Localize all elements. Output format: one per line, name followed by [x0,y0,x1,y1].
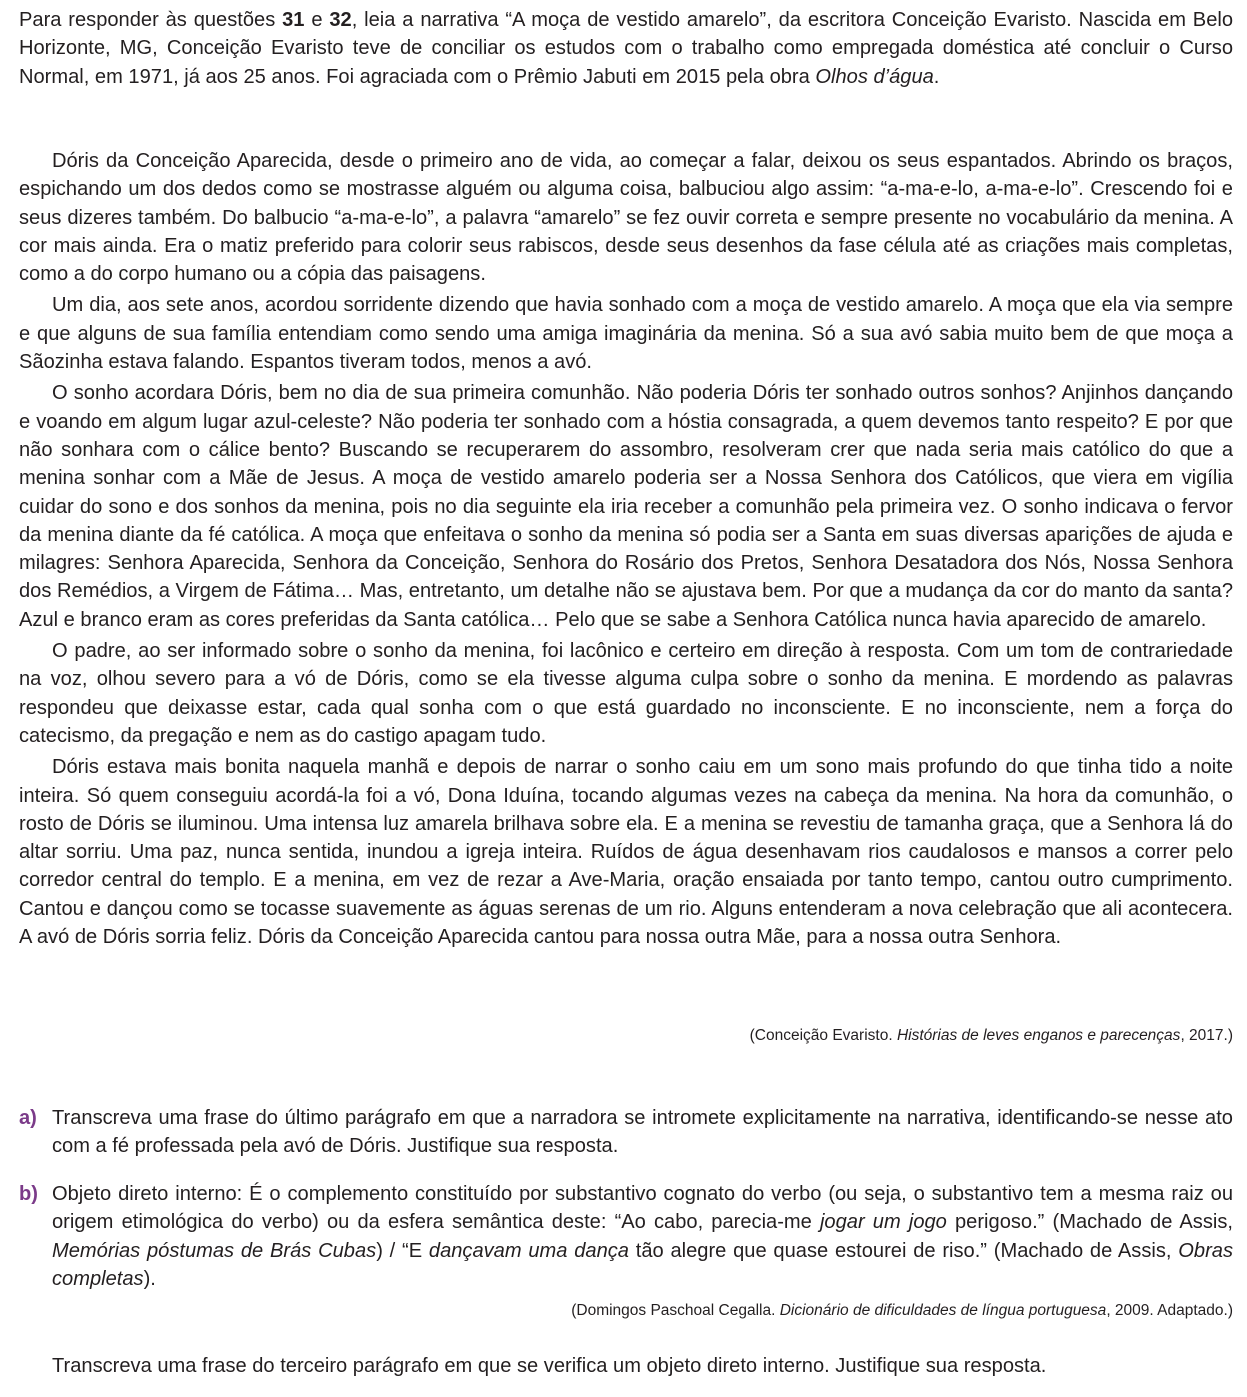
question-b-book-2: Obras completas [52,1239,1233,1290]
intro-body: , leia a narrativa “A moça de vestido amarelo”, da escritora Conceição Evaristo. Nascida em Belo Horizonte, MG, Conceição Evaristo teve de conciliar os estudos com o trabalho como empregada doméstica até concluir o Curso Normal, em 1971, já aos 25 anos. Foi agraciada com o Prêmio Jabuti em 2015 pela obra [19,9,1234,88]
question-b-label: b) [19,1183,38,1205]
question-b-text-2: perigoso.” (Machado de Assis, [946,1211,1233,1234]
definition-source-citation [571,1301,1233,1321]
source-title: Histórias de leves enganos e parecenças [896,1027,1181,1044]
question-b-prompt: Transcreva uma frase do terceiro parágrafo em que se verifica um objeto direto interno. Justifique sua resposta. [52,1355,1047,1377]
narrative-source-citation [750,1026,1233,1046]
narrative-paragraph-4: O padre, ao ser informado sobre o sonho da menina, foi lacônico e certeiro em direção à resposta. Com um tom de contrariedade na voz, olhou severo para a vó de Dóris, como se ela tivesse alguma culpa sobre o sonho da menina. E mordendo as palavras respondeu que deixasse estar, cada qual sonha com o que está guardado no inconsciente. E no inconsciente, nem a força do catecismo, da pregação e nem as do castigo apagam tudo. [19,640,1233,747]
question-b-text-4: tão alegre que quase estourei de riso.” (Machado de Assis, [629,1239,1179,1262]
question-b-example-2: dançavam uma dança [428,1239,629,1262]
intro-mid: e [304,9,330,31]
intro-prefix: Para responder às questões [19,9,283,31]
narrative-paragraph-2: Um dia, aos sete anos, acordou sorridente dizendo que havia sonhado com a moça de vestido amarelo. A moça que ela via sempre e que alguns de sua família entendiam como sendo uma amiga imaginária da menina. Só a sua avó sabia muito bem de que moça a Sãozinha estava falando. Espantos tiveram todos, menos a avó. [19,294,1233,374]
question-a [19,1104,1233,1161]
question-number-31: 31 [282,9,305,31]
source-end: , 2017.) [1180,1027,1233,1044]
question-a-label: a) [19,1107,37,1129]
question-b-text-5: ). [143,1267,156,1290]
intro-end: . [933,65,940,88]
question-b-text [52,1180,1233,1293]
intro-paragraph [19,6,1233,91]
intro-work-title: Olhos d’água [815,65,934,88]
question-b [19,1180,1233,1293]
question-b-text-3: ) / “E [376,1239,429,1262]
narrative-paragraph-3: O sonho acordara Dóris, bem no dia de sua primeira comunhão. Não poderia Dóris ter sonhado outros sonhos? Anjinhos dançando e voando em algum lugar azul-celeste? Não poderia ter sonhado com a hóstia consagrada, a quem devemos tanto respeito? E por que não sonhara com o cálice bento? Buscando se recuperarem do assombro, resolveram crer que nada seria mais católico do que a menina sonhar com a Mãe de Jesus. A moça de vestido amarelo poderia ser a Nossa Senhora dos Católicos, que viera em vigília cuidar do sono e dos sonhos da menina, pois no dia seguinte ela iria receber a comunhão pela primeira vez. O sonho indicava o fervor da menina diante da fé católica. A moça que enfeitava o sonho da menina só podia ser a Santa em suas diversas aparições de ajuda e milagres: Senhora Aparecida, Senhora da Conceição, Senhora do Rosário dos Pretos, Senhora Desatadora dos Nós, Nossa Senhora dos Remédios, a Virgem de Fátima… Mas, entretanto, um detalhe não se ajustava bem. Por que a mudança da cor do manto da santa? Azul e branco eram as cores preferidas da Santa católica… Pelo que se sabe a Senhora Católica nunca havia aparecido de amarelo. [19,382,1233,631]
question-b-example-1: jogar um jogo [819,1211,947,1234]
narrative-text [19,147,1233,954]
source2-author: (Domingos Paschoal Cegalla. [571,1302,780,1319]
question-number-32: 32 [329,9,352,31]
source-author: (Conceição Evaristo. [749,1027,897,1044]
narrative-paragraph-1: Dóris da Conceição Aparecida, desde o primeiro ano de vida, ao começar a falar, deixou os seus espantados. Abrindo os braços, espichando um dos dedos como se mostrasse alguém ou alguma coisa, balbuciou algo assim: “a-ma-e-lo, a-ma-e-lo”. Crescendo foi e seus dizeres também. Do balbucio “a-ma-e-lo”, a palavra “amarelo” se fez ouvir correta e sempre presente no vocabulário da menina. A cor mais ainda. Era o matiz preferido para colorir seus rabiscos, desde seus desenhos da fase célula até as criações mais completas, como a do corpo humano ou a cópia das paisagens. [19,150,1233,286]
narrative-paragraph-5: Dóris estava mais bonita naquela manhã e depois de narrar o sonho caiu em um sono mais profundo do que tinha tido a noite inteira. Só quem conseguiu acordá-la foi a vó, Dona Iduína, tocando algumas vezes na cabeça da menina. Na hora da comunhão, o rosto de Dóris se iluminou. Uma intensa luz amarela brilhava sobre ela. E a menina se revestiu de tamanha graça, que a Senhora lá do altar sorriu. Uma paz, nunca sentida, inundou a igreja inteira. Ruídos de água desenhavam rios caudalosos e mansos a correr pelo corredor central do templo. E a menina, em vez de rezar a Ave-Maria, oração ensaiada por tanto tempo, cantou outro cumprimento. Cantou e dançou como se tocasse suavemente as águas serenas de um rio. Alguns entenderam a nova celebração que ali acontecera. A avó de Dóris sorria feliz. Dóris da Conceição Aparecida cantou para nossa outra Mãe, para a nossa outra Senhora. [19,756,1233,949]
source2-title: Dicionário de dificuldades de língua portuguesa [779,1302,1107,1319]
source2-end: , 2009. Adaptado.) [1106,1302,1233,1319]
question-a-text: Transcreva uma frase do último parágrafo em que a narradora se intromete explicitamente na narrativa, identificando-se nesse ato com a fé professada pela avó de Dóris. Justifique sua resposta. [52,1107,1233,1158]
question-b-book-1: Memórias póstumas de Brás Cubas [52,1239,377,1262]
question-b-text-1: Objeto direto interno: É o complemento constituído por substantivo cognato do verbo (ou seja, o substantivo tem a mesma raiz ou origem etimológica do verbo) ou da esfera semântica deste: “Ao cabo, parecia-me [52,1183,1233,1234]
